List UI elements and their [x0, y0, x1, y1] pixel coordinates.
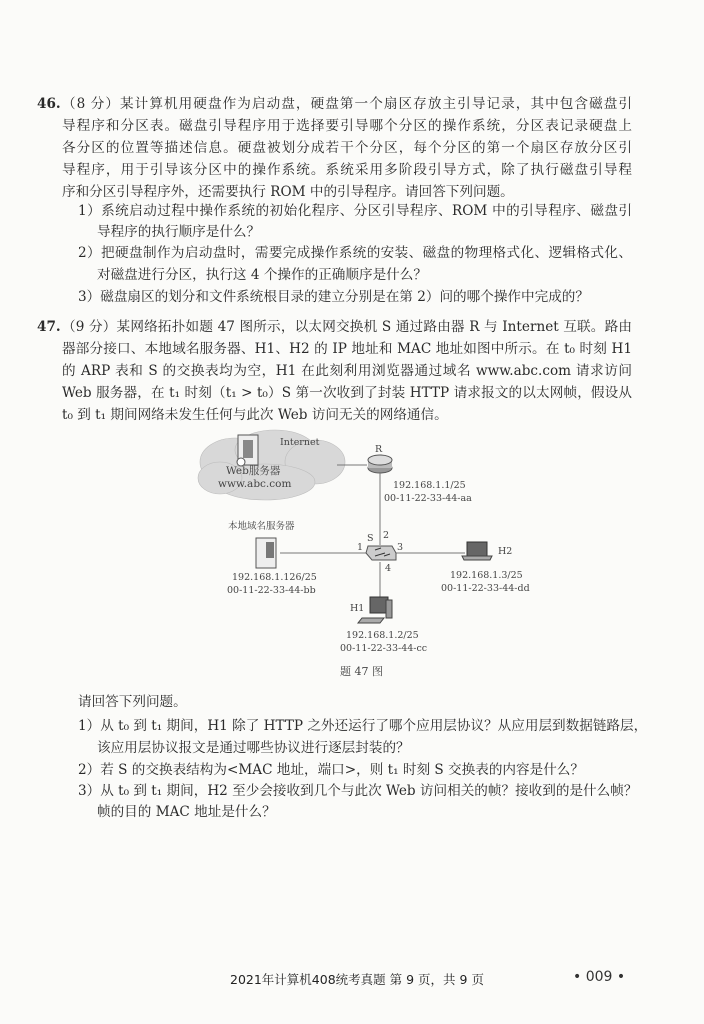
q47-subquestion: 1）从 t₀ 到 t₁ 期间，H1 除了 HTTP 之外还运行了哪个应用层协议？从应用层到数据链路层，: [78, 718, 648, 734]
q47-number: 47.: [37, 319, 61, 335]
q47-line: Web 服务器，在 t₁ 时刻（t₁ > t₀）S 第一次收到了封装 HTTP 请求报文的以太网帧，假设从: [62, 385, 632, 401]
h2-ip: 192.168.1.3/25: [450, 570, 523, 581]
router-mac: 00-11-22-33-44-aa: [384, 493, 472, 504]
q47-prompt: 请回答下列问题。: [78, 694, 187, 710]
q46-line: 序和分区引导程序外，还需要执行 ROM 中的引导程序。请回答下列问题。: [62, 184, 514, 200]
h2-laptop-icon: [462, 542, 492, 560]
q46-line: 导程序，用于引导该分区中的操作系统。系统采用多阶段引导方式，除了执行磁盘引导程: [62, 162, 632, 178]
q46-subquestion: 对磁盘进行分区，执行这 4 个操作的正确顺序是什么？: [97, 267, 427, 283]
h1-ip: 192.168.1.2/25: [346, 630, 419, 641]
h2-label: H2: [498, 546, 513, 557]
port-3-label: 3: [397, 542, 404, 553]
q47-line: 的 ARP 表和 S 的交换表均为空，H1 在此刻利用浏览器通过域名 www.abc.com 请求访问: [62, 363, 632, 379]
dns-mac: 00-11-22-33-44-bb: [227, 585, 316, 596]
q47-subquestion: 2）若 S 的交换表结构为<MAC 地址，端口>，则 t₁ 时刻 S 交换表的内容是什么？: [78, 762, 584, 778]
internet-label: Internet: [280, 437, 320, 448]
q46-subquestion: 导程序的执行顺序是什么？: [97, 224, 261, 240]
page-footer: 2021年计算机408统考真题 第 9 页，共 9 页: [230, 972, 484, 987]
port-1-label: 1: [357, 542, 364, 553]
h1-label: H1: [350, 603, 365, 614]
q47-line: t₀ 到 t₁ 期间网络未发生任何与此次 Web 访问无关的网络通信。: [62, 407, 448, 423]
q46-subquestion: 3）磁盘扇区的划分和文件系统根目录的建立分别是在第 2）问的哪个操作中完成的？: [78, 289, 589, 305]
q47-line: （9 分）某网络拓扑如题 47 图所示，以太网交换机 S 通过路由器 R 与 Internet 互联。路由: [62, 319, 632, 335]
q46-line: 导程序和分区表。磁盘引导程序用于选择要引导哪个分区的操作系统，分区表记录硬盘上: [62, 118, 632, 134]
figure-caption: 题 47 图: [340, 665, 383, 678]
dns-ip: 192.168.1.126/25: [232, 572, 317, 583]
web-server-icon: [237, 435, 258, 466]
page-number: • 009 •: [573, 969, 626, 985]
dns-server-icon: [256, 538, 276, 568]
port-4-label: 4: [385, 563, 392, 574]
q47-subquestion: 该应用层协议报文是通过哪些协议进行逐层封装的？: [97, 740, 410, 756]
q46-line: 各分区的位置等描述信息。硬盘被划分成若干个分区，每个分区的第一个扇区存放分区引: [62, 140, 632, 156]
q47-line: 器部分接口、本地域名服务器、H1、H2 的 IP 地址和 MAC 地址如图中所示。在 t₀ 时刻 H1: [62, 341, 632, 357]
router-ip: 192.168.1.1/25: [393, 480, 466, 491]
router-label: R: [375, 444, 383, 455]
q46-line: （8 分）某计算机用硬盘作为启动盘，硬盘第一个扇区存放主引导记录，其中包含磁盘引: [62, 96, 632, 112]
port-2-label: 2: [383, 530, 390, 541]
web-server-label: Web服务器: [226, 465, 281, 477]
q46-number: 46.: [37, 96, 61, 112]
web-domain-label: www.abc.com: [218, 478, 292, 490]
q47-subquestion: 帧的目的 MAC 地址是什么？: [97, 804, 276, 820]
h2-mac: 00-11-22-33-44-dd: [441, 583, 530, 594]
router-icon: [368, 455, 392, 473]
dns-label: 本地域名服务器: [228, 521, 295, 532]
q46-subquestion: 2）把硬盘制作为启动盘时，需要完成操作系统的安装、磁盘的物理格式化、逻辑格式化、: [78, 245, 632, 261]
q46-subquestion: 1）系统启动过程中操作系统的初始化程序、分区引导程序、ROM 中的引导程序、磁盘引: [78, 203, 632, 219]
switch-icon: [366, 546, 396, 560]
h1-mac: 00-11-22-33-44-cc: [340, 643, 428, 654]
q47-subquestion: 3）从 t₀ 到 t₁ 期间，H2 至少会接收到几个与此次 Web 访问相关的帧？接收到的是什么帧？: [78, 783, 638, 799]
switch-label: S: [367, 533, 374, 544]
